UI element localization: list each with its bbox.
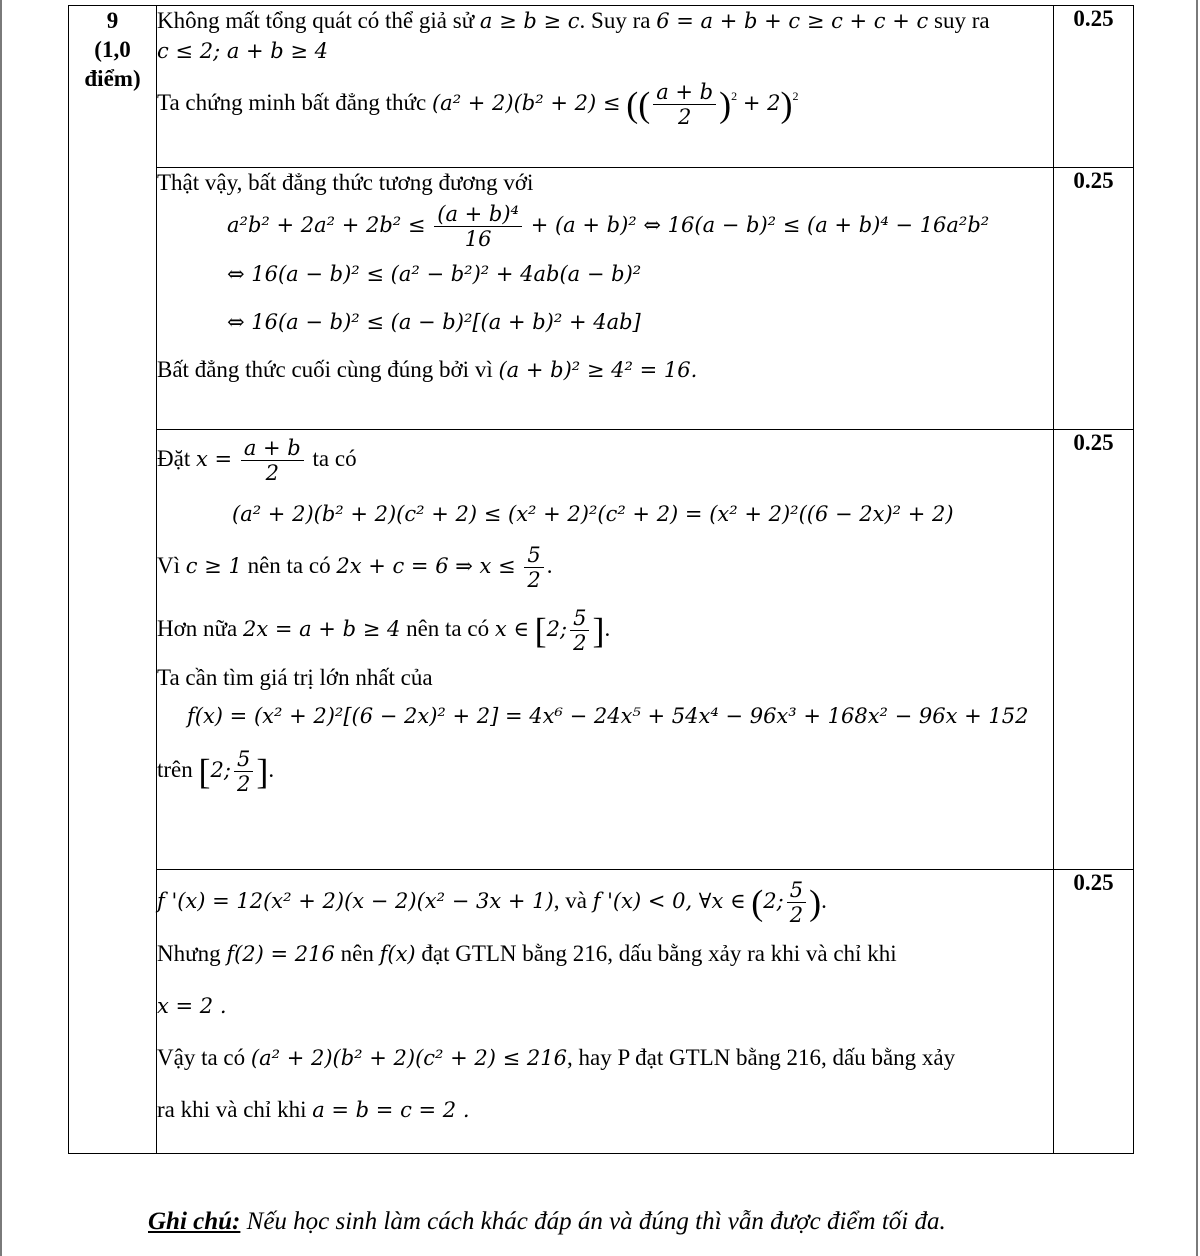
final-line: [157, 1043, 1053, 1073]
but-math1: f(2) = 216: [226, 942, 335, 966]
eq1-frac-num: (a + b)⁴: [434, 202, 522, 227]
domain-num: 5: [234, 747, 253, 772]
open-interval-fraction: [787, 878, 806, 927]
assumption-text: Không mất tổng quát có thể giả sử: [157, 8, 475, 33]
row-2-content: [157, 168, 1054, 430]
conclusion-line: [157, 355, 1053, 385]
domain-fraction: [234, 747, 253, 796]
row-2: [69, 168, 1134, 430]
hon-text: Hơn nữa: [157, 615, 238, 641]
final-text2: , hay P đạt GTLN bằng 216, dấu bằng xảy: [566, 1045, 956, 1070]
paren-open: (: [638, 84, 651, 125]
domain-left: 2;: [210, 757, 231, 782]
claim-text: Ta chứng minh bất đẳng thức: [157, 89, 427, 115]
eq2-math: ⇔ 16(a − b)² ≤ (a² − b²)² + 4ab(a − b)²: [227, 262, 642, 286]
vi-mid: nên ta có: [247, 552, 331, 578]
claim-fraction: [653, 80, 716, 129]
bound-math: c ≤ 2; a + b ≥ 4: [157, 39, 329, 63]
vi-fraction: [524, 543, 543, 592]
eq1-frac-den: 16: [464, 227, 492, 251]
question-number-cell: [69, 6, 157, 1154]
open-interval-num: 5: [787, 878, 806, 903]
bracket-open: [: [534, 610, 547, 651]
x-equals-line: [157, 991, 1053, 1021]
product-inequality: [157, 499, 1053, 529]
hon-math1: 2x = a + b ≥ 4: [242, 616, 401, 641]
right-page-edge: [1196, 0, 1198, 1256]
but-math2: f(x): [379, 942, 416, 966]
on-text: trên: [157, 756, 193, 782]
eq3-math: ⇔ 16(a − b)² ≤ (a − b)²[(a + b)² + 4ab]: [227, 310, 641, 334]
claim-lhs: (a² + 2)(b² + 2) ≤: [431, 90, 621, 115]
set-frac-num: a + b: [241, 436, 304, 461]
bound-line: [157, 36, 1053, 66]
note-label: Ghi chú:: [148, 1208, 241, 1235]
claim-frac-num: a + b: [653, 80, 716, 105]
score-cell-2: 0.25: [1054, 168, 1134, 430]
deriv-sign: f '(x) < 0, ∀x ∈: [592, 888, 746, 913]
open-paren: (: [751, 882, 764, 923]
vi-math2: 2x + c = 6 ⇒ x ≤: [336, 553, 516, 578]
equivalence-eq1: [157, 202, 1053, 251]
assumption-mid: . Suy ra: [579, 8, 651, 33]
row-3-content: [157, 430, 1054, 870]
but-line: [157, 939, 1053, 969]
question-number: 9: [106, 8, 119, 33]
brace-open: (: [626, 84, 639, 125]
row-4-content: [157, 870, 1054, 1154]
equality-line: [157, 1095, 1053, 1125]
set-tail: ta có: [312, 445, 357, 471]
set-text: Đặt: [157, 445, 191, 471]
domain-bracket-open: [: [198, 751, 211, 792]
ineq-math: (a² + 2)(b² + 2)(c² + 2) ≤ (x² + 2)²(c² + 2) = (x² + 2)²((6 − 2x)² + 2): [232, 502, 954, 526]
need-line: Ta cần tìm giá trị lớn nhất của: [157, 665, 433, 690]
function-math: f(x) = (x² + 2)²[(6 − 2x)² + 2] = 4x⁶ − 24x⁵ + 54x⁴ − 96x³ + 168x² − 96x + 152: [187, 704, 1029, 728]
set-fraction: [241, 436, 304, 485]
interval-num: 5: [570, 606, 589, 631]
bracket-close: ]: [592, 610, 605, 651]
vi-frac-den: 2: [527, 568, 541, 592]
equivalence-eq2: [157, 259, 1053, 289]
answer-table: [68, 5, 1134, 1154]
question-points-unit: điểm): [84, 66, 141, 91]
vi-math1: c ≥ 1: [185, 553, 242, 578]
open-interval-den: 2: [789, 903, 804, 927]
but-text1: Nhưng: [157, 941, 221, 966]
final-text3: ra khi và chỉ khi: [157, 1097, 307, 1122]
score-cell-1: 0.25: [1054, 6, 1134, 168]
score-cell-3: 0.25: [1054, 430, 1134, 870]
assumption-math: a ≥ b ≥ c: [479, 9, 580, 33]
hon-mid: nên ta có: [406, 615, 490, 641]
substitution-line: [157, 436, 1053, 485]
vi-frac-num: 5: [524, 543, 543, 568]
vi-text: Vì: [157, 552, 180, 578]
set-frac-den: 2: [265, 461, 279, 485]
domain-den: 2: [236, 772, 251, 796]
row-4: [69, 870, 1134, 1154]
claim-line: Ta chứng minh bất đẳng thức (a² + 2)(b² + 2) ≤ (( $\frac{a + b}{2}$ )$^2$ + 2)$^2$: [157, 80, 799, 129]
equivalence-intro: Thật vậy, bất đẳng thức tương đương với: [157, 170, 534, 195]
note-text: Nếu học sinh làm cách khác đáp án và đúng thì vẫn được điểm tối đa.: [240, 1208, 946, 1235]
row-1-content: [157, 6, 1054, 168]
brace-close: ): [780, 84, 793, 125]
interval-left: 2;: [546, 616, 568, 641]
final-math2: a = b = c = 2 .: [312, 1098, 470, 1122]
hon-math2: x ∈: [494, 616, 529, 641]
deriv-and: , và: [553, 887, 587, 913]
claim-frac-den: 2: [677, 105, 692, 129]
domain-line: trên [2; $\frac{5}{2}$ ].: [157, 747, 275, 796]
equivalence-eq3: [157, 307, 1053, 337]
question-points: (1,0: [94, 37, 131, 62]
eq1-rhs: + (a + b)² ⇔ 16(a − b)² ≤ (a + b)⁴ − 16a²b²: [530, 212, 990, 237]
row-3: [69, 430, 1134, 870]
left-page-edge: [0, 0, 2, 1256]
row-1: [69, 6, 1134, 168]
but-text2: nên: [340, 941, 374, 966]
assumption-line: [157, 6, 1053, 36]
open-interval-left: 2;: [763, 888, 784, 913]
domain-bracket-close: ]: [256, 751, 269, 792]
function-line: [157, 701, 1053, 731]
deriv-math: f '(x) = 12(x² + 2)(x − 2)(x² − 3x + 1): [157, 888, 554, 913]
set-var: x =: [195, 446, 233, 471]
footnote: [148, 1208, 946, 1236]
final-text1: Vậy ta có: [157, 1045, 246, 1070]
close-paren: ): [809, 882, 822, 923]
moreover-line: Hơn nữa 2x = a + b ≥ 4 nên ta có x ∈ [2; $\frac{5}{2}$ ].: [157, 606, 611, 655]
assumption-end: suy ra: [934, 8, 990, 33]
conclusion-text: Bất đẳng thức cuối cùng đúng bởi vì: [157, 357, 493, 382]
eq1-fraction: [434, 202, 522, 251]
interval-den: 2: [573, 631, 587, 655]
sum-math: 6 = a + b + c ≥ c + c + c: [656, 9, 929, 33]
claim-tail: + 2: [742, 90, 781, 115]
eq1-lhs: a²b² + 2a² + 2b² ≤: [227, 212, 426, 237]
final-math: (a² + 2)(b² + 2)(c² + 2) ≤ 216: [250, 1046, 567, 1070]
interval-fraction: [570, 606, 589, 655]
since-line: Vì c ≥ 1 nên ta có 2x + c = 6 ⇒ x ≤ $\frac{5}{2}$ .: [157, 543, 553, 592]
score-cell-4: 0.25: [1054, 870, 1134, 1154]
derivative-line: f '(x) = 12(x² + 2)(x − 2)(x² − 3x + 1), và f '(x) < 0, ∀x ∈ (2; $\frac{5}{2}$ ).: [157, 878, 827, 927]
x-eq-math: x = 2 .: [157, 994, 227, 1018]
conclusion-math: (a + b)² ≥ 4² = 16.: [498, 358, 698, 382]
paren-close: ): [719, 84, 732, 125]
but-text3: đạt GTLN bằng 216, dấu bằng xảy ra khi và chỉ khi: [421, 941, 897, 966]
